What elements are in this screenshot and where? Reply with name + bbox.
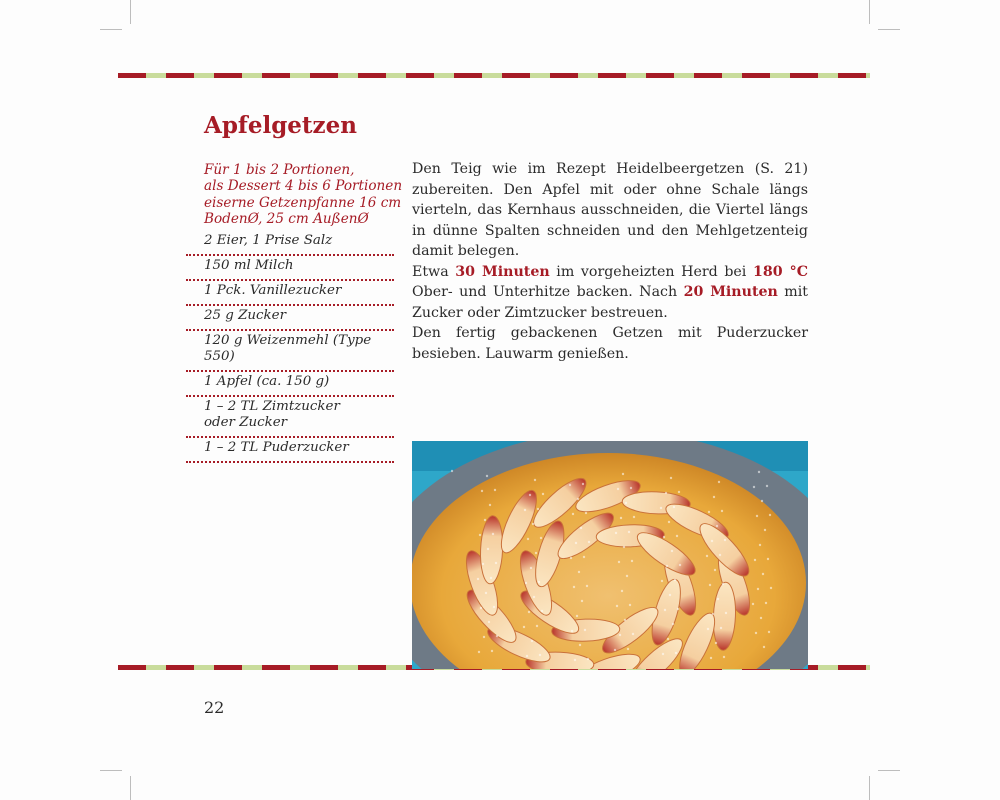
portion-line: BodenØ, 25 cm AußenØ [204,211,369,228]
ingredient-item: 2 Eier, 1 Prise Salz [186,231,394,256]
ingredient-item: 1 Apfel (ca. 150 g) [186,372,394,397]
baking-temperature: 180 °C [752,263,808,280]
top-dashed-border [118,73,870,78]
crop-mark [869,0,870,24]
ingredient-item: 25 g Zucker [186,306,394,331]
recipe-title: Apfelgetzen [204,112,357,139]
crop-mark [100,29,122,30]
method-paragraph: Den Teig wie im Rezept Heidelbeergetzen (S. 21) zubereiten. Den Apfel mit oder ohne Schale längs vierteln, das Kernhaus ausschneiden, die Viertel längs in dünne Spalten schneiden und den Mehlgetzenteig damit belegen. [412,161,808,259]
baking-time: 30 Minuten [455,263,550,280]
method-text-span: im vorgeheizten Herd bei [549,263,753,280]
portion-line: eiserne Getzenpfanne 16 cm [204,194,402,211]
ingredient-item: 150 ml Milch [186,256,394,281]
method-text-span: mit Zucker oder Zimtzucker bestreuen. [412,284,808,321]
portion-line: als Dessert 4 bis 6 Portionen [204,178,403,195]
crop-mark [878,770,900,771]
ingredient-item: 120 g Weizenmehl (Type 550) [186,331,394,372]
topping-time: 20 Minuten [683,284,778,300]
crop-mark [878,29,900,30]
method-paragraph [412,262,808,324]
crop-mark [130,0,131,24]
method-paragraph: Den fertig gebackenen Getzen mit Puderzucker besieben. Lauwarm genießen. [412,325,808,362]
method-text [412,159,808,364]
ingredient-item: 1 – 2 TL Zimtzucker oder Zucker [186,397,394,438]
ingredient-list [186,231,394,463]
method-text-span: Ober- und Unterhitze backen. Nach [412,284,684,300]
portion-info [204,162,403,228]
ingredient-item: 1 Pck. Vanillezucker [186,281,394,306]
apple-cake-photo [412,441,808,669]
crop-mark [130,776,131,800]
ingredient-item: 1 – 2 TL Puderzucker [186,438,394,463]
crop-mark [869,776,870,800]
crop-mark [100,770,122,771]
portion-line: Für 1 bis 2 Portionen, [204,162,355,178]
method-text-span: Etwa [412,263,456,280]
page-number: 22 [204,698,225,717]
